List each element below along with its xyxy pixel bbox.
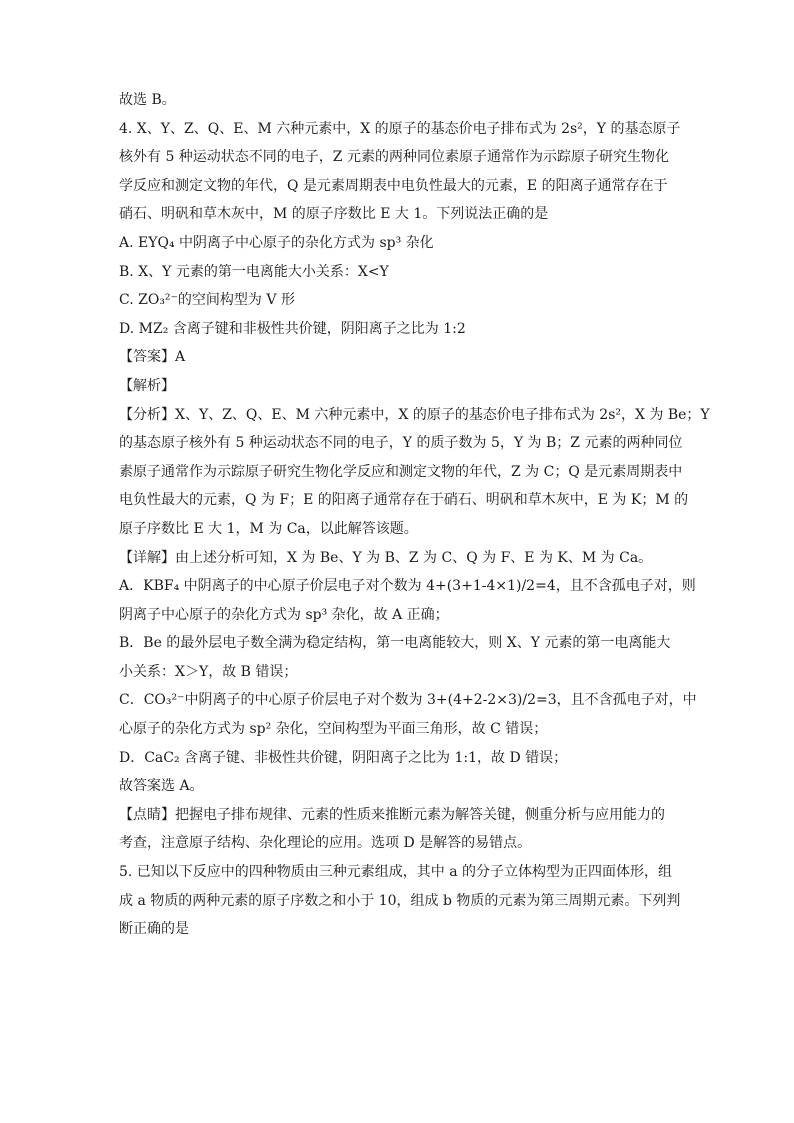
text-line: 4. X、Y、Z、Q、E、M 六种元素中，X 的原子的基态价电子排布式为 2s²，Y 的基态原子 <box>119 120 681 137</box>
text-line: 硝石、明矾和草木灰中，M 的原子序数比 E 大 1。下列说法正确的是 <box>119 206 549 223</box>
text-line: C. ZO₃²⁻的空间构型为 V 形 <box>119 292 295 309</box>
text-line: 【答案】A <box>119 349 186 366</box>
text-line: 【点睛】把握电子排布规律、元素的性质来推断元素为解答关键，侧重分析与应用能力的 <box>119 806 665 823</box>
text-line: 的基态原子核外有 5 种运动状态不同的电子，Y 的质子数为 5，Y 为 B；Z 元素的两种同位 <box>119 435 683 452</box>
text-line: 电负性最大的元素，Q 为 F；E 的阳离子通常存在于硝石、明矾和草木灰中，E 为 K；M 的 <box>119 492 689 509</box>
text-line: A. EYQ₄ 中阴离子中心原子的杂化方式为 sp³ 杂化 <box>119 234 434 251</box>
text-line: 学反应和测定文物的年代，Q 是元素周期表中电负性最大的元素，E 的阳离子通常存在于 <box>119 177 668 194</box>
text-line: 原子序数比 E 大 1，M 为 Ca，以此解答该题。 <box>119 520 418 537</box>
text-line: D．CaC₂ 含离子键、非极性共价键，阴阳离子之比为 1:1，故 D 错误； <box>119 749 568 766</box>
text-line: 素原子通常作为示踪原子研究生物化学反应和测定文物的年代，Z 为 C；Q 是元素周期表中 <box>119 463 683 480</box>
text-line: 故答案选 A。 <box>119 778 204 795</box>
text-line: B．Be 的最外层电子数全满为稳定结构，第一电离能较大，则 X、Y 元素的第一电离能大 <box>119 635 671 652</box>
text-line: D. MZ₂ 含离子键和非极性共价键，阴阳离子之比为 1:2 <box>119 320 466 337</box>
text-line: 断正确的是 <box>119 921 189 938</box>
text-line: 故选 B。 <box>119 92 176 108</box>
text-line: 心原子的杂化方式为 sp² 杂化，空间构型为平面三角形，故 C 错误； <box>119 721 548 738</box>
text-line: 【解析】 <box>119 377 175 394</box>
text-line: 小关系：X＞Y，故 B 错误； <box>119 663 298 680</box>
text-line: 【分析】X、Y、Z、Q、E、M 六种元素中，X 的原子的基态价电子排布式为 2s²，X 为 Be；Y <box>119 406 710 423</box>
text-line: 阴离子中心原子的杂化方式为 sp³ 杂化，故 A 正确； <box>119 606 449 623</box>
text-line: 【详解】由上述分析可知，X 为 Be、Y 为 B、Z 为 C、Q 为 F、E 为 K、M 为 Ca。 <box>119 549 653 566</box>
text-line: 考查，注意原子结构、杂化理论的应用。选项 D 是解答的易错点。 <box>119 835 532 852</box>
text-line: A．KBF₄ 中阴离子的中心原子价层电子对个数为 4+(3+1-4×1)/2=4，且不含孤电子对，则 <box>119 578 696 595</box>
text-line: C．CO₃²⁻中阴离子的中心原子价层电子对个数为 3+(4+2-2×3)/2=3，且不含孤电子对，中 <box>119 692 697 709</box>
text-line: 核外有 5 种运动状态不同的电子，Z 元素的两种同位素原子通常作为示踪原子研究生物化 <box>119 149 669 166</box>
text-line: 5. 已知以下反应中的四种物质由三种元素组成，其中 a 的分子立体构型为正四面体形，组 <box>119 864 673 881</box>
text-line: B. X、Y 元素的第一电离能大小关系：X<Y <box>119 263 389 280</box>
text-line: 成 a 物质的两种元素的原子序数之和小于 10，组成 b 物质的元素为第三周期元素。下列判 <box>119 892 681 909</box>
document-body <box>119 86 710 944</box>
